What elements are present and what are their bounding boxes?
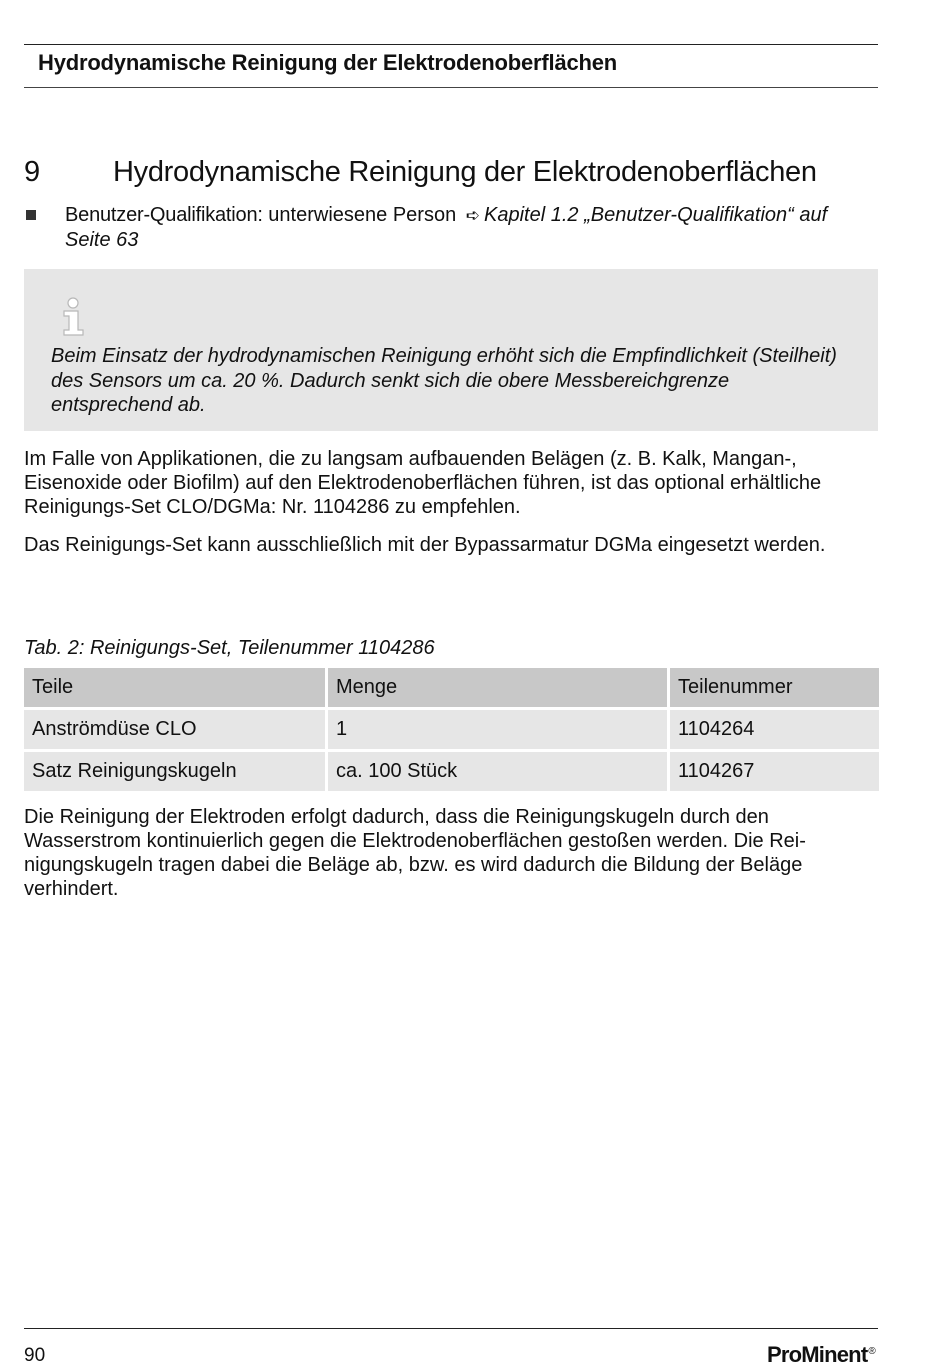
chapter-title: Hydrodynamische Reinigung der Elektrodenoberflächen: [113, 156, 817, 188]
running-header: Hydrodynamische Reinigung der Elektrodenoberflächen: [38, 50, 618, 75]
column-header-parts: Teile: [24, 668, 325, 707]
cross-reference-arrow-icon: ➪: [465, 206, 480, 225]
header-rule-bottom: [24, 87, 878, 88]
table-cell: Satz Reinigungskugeln: [24, 752, 325, 791]
table-cell: Anströmdüse CLO: [24, 710, 325, 749]
qualification-label: Benutzer-Qualifikation:: [65, 204, 263, 226]
paragraph-applications: Im Falle von Applikationen, die zu langsam aufbauenden Belägen (z. B. Kalk, Mangan-, Eisenoxide oder Biofilm) auf den Elektrodenoberflächen führen, ist das optional erhältliche Reinigungs-Set CLO/DGMa: Nr. 1104286 zu empfehlen.: [24, 448, 822, 518]
brand-name: ProMinent: [767, 1342, 868, 1367]
registered-mark: ®: [868, 1345, 875, 1357]
column-header-part-number: Teilenummer: [670, 668, 879, 707]
parts-table: [21, 665, 882, 794]
qualification-reference-link[interactable]: Kapitel 1.2 „Benutzer-Qualifikation“ auf Seite 63: [65, 204, 828, 251]
page-number: 90: [24, 1345, 46, 1366]
info-icon: [60, 297, 94, 337]
footer-rule: [24, 1328, 878, 1329]
table-cell: 1104267: [670, 752, 879, 791]
table-header-row: [24, 668, 879, 707]
chapter-number: 9: [24, 156, 40, 188]
note-text: Beim Einsatz der hydrodynamischen Reinigung erhöht sich die Empfindlichkeit (Steilheit) des Sensors um ca. 20 %. Dadurch senkt sich die obere Messbereichgrenze entsprechend ab.: [51, 345, 837, 416]
brand-logo: [767, 1342, 875, 1368]
header-rule: [24, 44, 878, 45]
paragraph-cleaning-process: Die Reinigung der Elektroden erfolgt dadurch, dass die Reinigungskugeln durch den Wasserstrom kontinuierlich gegen die Elektrodenoberflächen gestoßen werden. Die Reinigungskugeln tragen dabei die Beläge ab, bzw. es wird dadurch die Bildung der Beläge verhindert.: [24, 806, 806, 900]
table-caption: Tab. 2: Reinigungs-Set, Teilenummer 1104286: [24, 637, 435, 659]
paragraph-bypass: Das Reinigungs-Set kann ausschließlich mit der Bypassarmatur DGMa eingesetzt werden.: [24, 534, 826, 556]
table-row: [24, 752, 879, 791]
table-cell: 1104264: [670, 710, 879, 749]
table-row: [24, 710, 879, 749]
table-cell: ca. 100 Stück: [328, 752, 667, 791]
bullet-square-icon: [26, 210, 36, 220]
info-note: [24, 269, 878, 431]
table-cell: 1: [328, 710, 667, 749]
qualification-value: unterwiesene Person: [268, 204, 457, 226]
column-header-quantity: Menge: [328, 668, 667, 707]
